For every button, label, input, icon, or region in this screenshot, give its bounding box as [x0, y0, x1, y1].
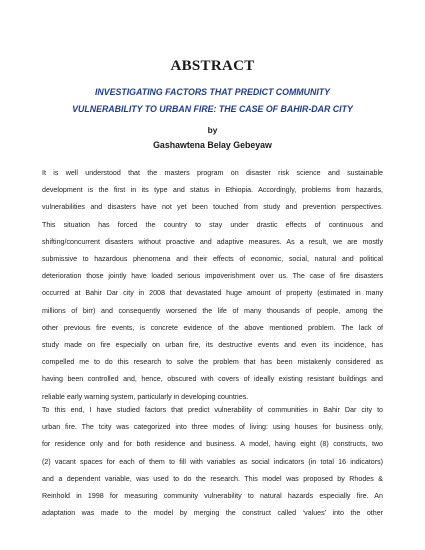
- text-line: study made on fire especially on urban fire, its destructive events and even its incidence, has: [42, 341, 383, 350]
- text-line: adaptation was made to the model by merging the construct called ‘values’ into the other: [42, 509, 383, 518]
- title-line: INVESTIGATING FACTORS THAT PREDICT COMMUNITY: [94, 87, 331, 97]
- author-name: Gashawtena Belay Gebeyaw: [153, 140, 272, 150]
- text-line: vulnerabilities and disasters have not yet been touched from study and prevention perspectives.: [42, 203, 383, 212]
- text-line: for residence only and for both residence and business. A model, having eight (8) constructs, two: [42, 440, 383, 449]
- text-line: To this end, I have studied factors that predict vulnerability of communities in Bahir Dar city to: [42, 406, 383, 414]
- text-line: submissive to hazardous phenomena and their effects of economic, social, natural and political: [42, 255, 383, 264]
- thesis-title: [40, 84, 385, 118]
- text-line: having been controlled and, hence, obscured with covers of ideally existing resistant buildings and: [42, 375, 383, 384]
- abstract-paragraph-1: [42, 165, 383, 406]
- text-line: deterioration those jointly have loaded serious impoverishment over us. The case of fire disasters: [42, 272, 383, 281]
- text-line: development is the first in its type and status in Ethiopia. Accordingly, problems from hazards,: [42, 186, 383, 195]
- text-line: compelled me to do this research to solve the problem that has been mistakenly considered as: [42, 358, 383, 367]
- text-line: reliable early warning system, particularly in developing countries.: [42, 392, 249, 401]
- text-line: shifting/concurrent disasters without proactive and adaptive measures. As a result, we are mostly: [42, 237, 383, 246]
- text-line: This situation has forced the country to stay under drastic effects of continuous and: [42, 220, 383, 229]
- text-line: It is well understood that the masters program on disaster risk science and sustainable: [42, 169, 383, 177]
- title-line: VULNERABILITY TO URBAN FIRE: THE CASE OF BAHIR-DAR CITY: [72, 104, 353, 114]
- abstract-paragraph-2: [42, 402, 383, 522]
- text-line: and a dependent variable, was used to do the research. This model was proposed by Rhodes &: [42, 474, 383, 483]
- text-line: urban fire. The tcity was categorized into three modes of living: using houses for business only,: [42, 423, 383, 432]
- text-line: millions of birr) and consequently worsened the life of many thousands of people, among the: [42, 306, 383, 315]
- text-line: (2) vacant spaces for each of them to fill with variables as social indicators (in total 16 indicators): [42, 457, 383, 466]
- text-line: Reinhold in 1998 for measuring community vulnerability to natural hazards especially fire. An: [42, 492, 383, 501]
- abstract-heading: ABSTRACT: [170, 58, 255, 74]
- by-label: by: [207, 125, 218, 135]
- text-line: occurred at Bahir Dar city in 2008 that devastated huge amount of property (estimated in many: [42, 289, 383, 298]
- text-line: other previous fire events, is concrete evidence of the above mentioned problem. The lack of: [42, 323, 383, 332]
